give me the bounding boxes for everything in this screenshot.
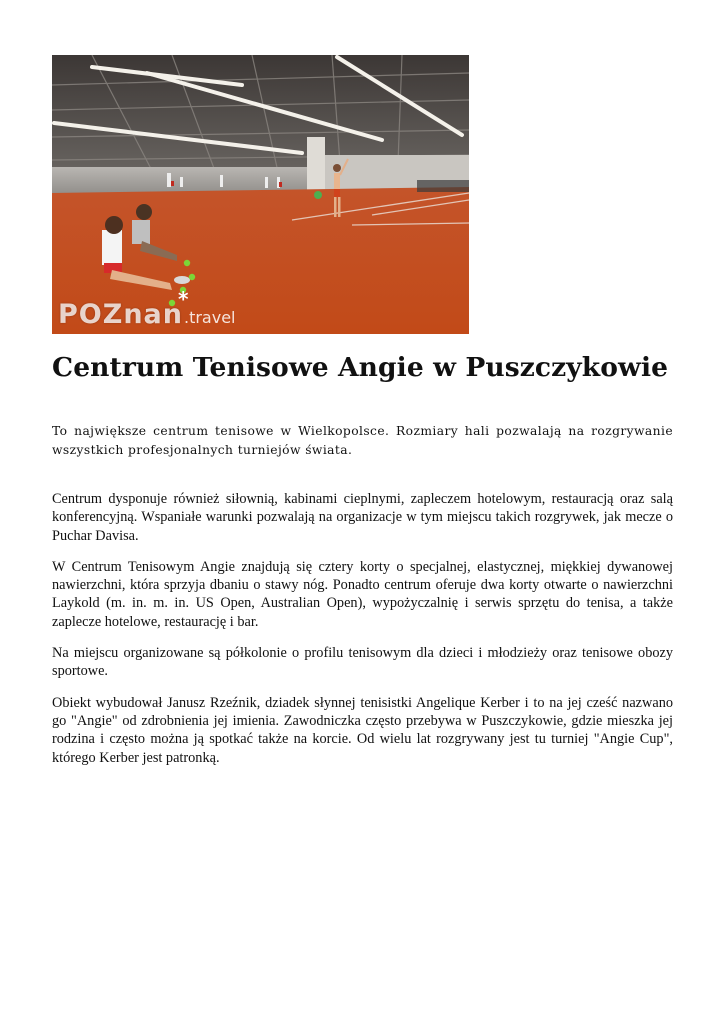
logo-star-icon: * bbox=[178, 287, 189, 311]
article-body bbox=[52, 422, 673, 767]
intro-paragraph: To największe centrum tenisowe w Wielkopolsce. Rozmiary hali pozwalają na rozgrywanie wszystkich profesjonalnych turniejów świata. bbox=[52, 424, 673, 457]
poznan-travel-logo bbox=[58, 287, 236, 330]
camps-paragraph: Na miejscu organizowane są półkolonie o profilu tenisowym dla dzieci i młodzieży oraz tenisowe obozy sportowe. bbox=[52, 645, 673, 680]
history-paragraph: Obiekt wybudował Janusz Rzeźnik, dziadek słynnej tenisistki Angelique Kerber i to na jej cześć nazwano go "Angie" od zdrobnienia jej imienia. Zawodniczka często przebywa w Puszczykowie, gdzie mieszka jej rodzina i często można ją spotkać także na korcie. Od wielu lat rozgrywany jest tu turniej "Angie Cup", którego Kerber jest patronką. bbox=[52, 694, 673, 766]
logo-main-text: POZnan bbox=[58, 299, 183, 330]
page-title: Centrum Tenisowe Angie w Puszczykowie bbox=[52, 352, 669, 383]
tennis-hall-illustration bbox=[52, 55, 469, 334]
article-photo bbox=[52, 55, 469, 334]
logo-sub-text: .travel bbox=[183, 308, 236, 327]
courts-paragraph: W Centrum Tenisowym Angie znajdują się cztery korty o specjalnej, elastycznej, miękkiej dywanowej nawierzchni, która sprzyja dbaniu o stawy nóg. Ponadto centrum oferuje dwa korty otwarte o nawierzchni Laykold (m. in. m. in. US Open, Australian Open), wypożyczalnię i serwis sprzętu do tenisa, a także zaplecze hotelowe, restaurację i bar. bbox=[52, 558, 673, 630]
facilities-paragraph: Centrum dysponuje również siłownią, kabinami cieplnymi, zapleczem hotelowym, restauracją oraz salą konferencyjną. Wspaniałe warunki pozwalają na organizacje w tym miejscu takich rozgrywek, jak mecze o Puchar Davisa. bbox=[52, 491, 673, 544]
